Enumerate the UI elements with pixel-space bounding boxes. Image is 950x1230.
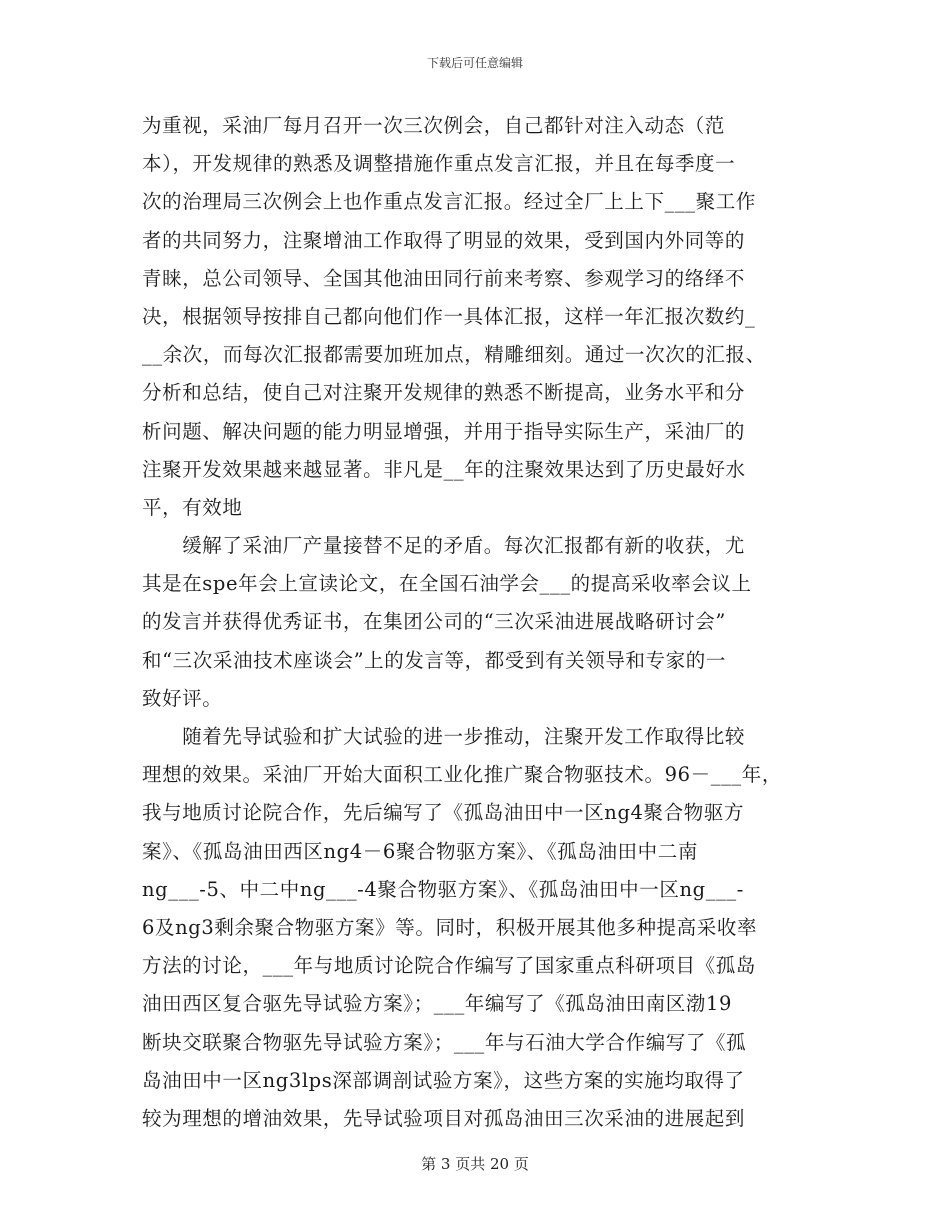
text-line: ng___-5、中二中ng___-4聚合物驱方案》、《孤岛油田中一区ng___- xyxy=(142,877,744,901)
text-line: 随着先导试验和扩大试验的进一步推动，注聚开发工作取得比较 xyxy=(142,725,746,748)
text-line: 注聚开发效果越来越显著。非凡是__年的注聚效果达到了历史最好水 xyxy=(142,457,746,481)
text-line: 岛油田中一区ng3lps深部调剖试验方案》，这些方案的实施均取得了 xyxy=(142,1068,745,1092)
text-line: 油田西区复合驱先导试验方案》；___年编写了《孤岛油田南区渤19 xyxy=(142,992,733,1016)
text-line: 我与地质讨论院合作，先后编写了《孤岛油田中一区ng4聚合物驱方 xyxy=(142,801,745,825)
document-body xyxy=(142,107,810,1138)
text-line: 其是在spe年会上宣读论文，在全国石油学会___的提高采收率会议上 xyxy=(142,572,752,596)
page-footer: 第 3 页共 20 页 xyxy=(421,1155,529,1173)
text-line: 缓解了采油厂产量接替不足的矛盾。每次汇报都有新的收获，尤 xyxy=(142,534,746,558)
text-line: 的发言并获得优秀证书，在集团公司的“三次采油进展战略研讨会” xyxy=(142,610,726,634)
text-line: 为重视，采油厂每月召开一次三次例会，自己都针对注入动态（范 xyxy=(142,114,725,137)
text-line: 案》、《孤岛油田西区ng4－6聚合物驱方案》、《孤岛油田中二南 xyxy=(142,839,698,863)
text-line: 青睐，总公司领导、全国其他油田同行前来考察、参观学习的络绎不 xyxy=(142,266,746,290)
text-line: 致好评。 xyxy=(142,686,223,710)
text-line: 平，有效地 xyxy=(142,495,243,519)
text-line: 和“三次采油技术座谈会”上的发言等，都受到有关领导和专家的一 xyxy=(142,648,726,672)
text-line: 本），开发规律的熟悉及调整措施作重点发言汇报，并且在每季度一 xyxy=(142,152,736,176)
text-line: 方法的讨论，___年与地质讨论院合作编写了国家重点科研项目《孤岛 xyxy=(142,954,756,978)
text-line: 决，根据领导按排自己都向他们作一具体汇报，这样一年汇报次数约_ xyxy=(142,304,756,328)
page-header: 下载后可任意编辑 xyxy=(426,56,523,70)
text-line: 次的治理局三次例会上也作重点发言汇报。经过全厂上上下___聚工作 xyxy=(142,190,756,214)
text-line: 断块交联聚合物驱先导试验方案》；___年与石油大学合作编写了《孤 xyxy=(142,1030,747,1054)
text-line: 者的共同努力，注聚增油工作取得了明显的效果，受到国内外同等的 xyxy=(142,228,746,252)
text-line: 析问题、解决问题的能力明显增强，并用于指导实际生产，采油厂的 xyxy=(142,419,746,443)
text-line: 分析和总结，使自己对注聚开发规律的熟悉不断提高，业务水平和分 xyxy=(142,381,746,405)
text-line: 较为理想的增油效果，先导试验项目对孤岛油田三次采油的进展起到 xyxy=(142,1106,746,1130)
text-line: 6及ng3剩余聚合物驱方案》等。同时，积极开展其他多种提高采收率 xyxy=(142,915,758,939)
text-line: 理想的效果。采油厂开始大面积工业化推广聚合物驱技术。96－___年， xyxy=(142,763,782,787)
text-line: __余次，而每次汇报都需要加班加点，精雕细刻。通过一次次的汇报、 xyxy=(142,343,766,367)
